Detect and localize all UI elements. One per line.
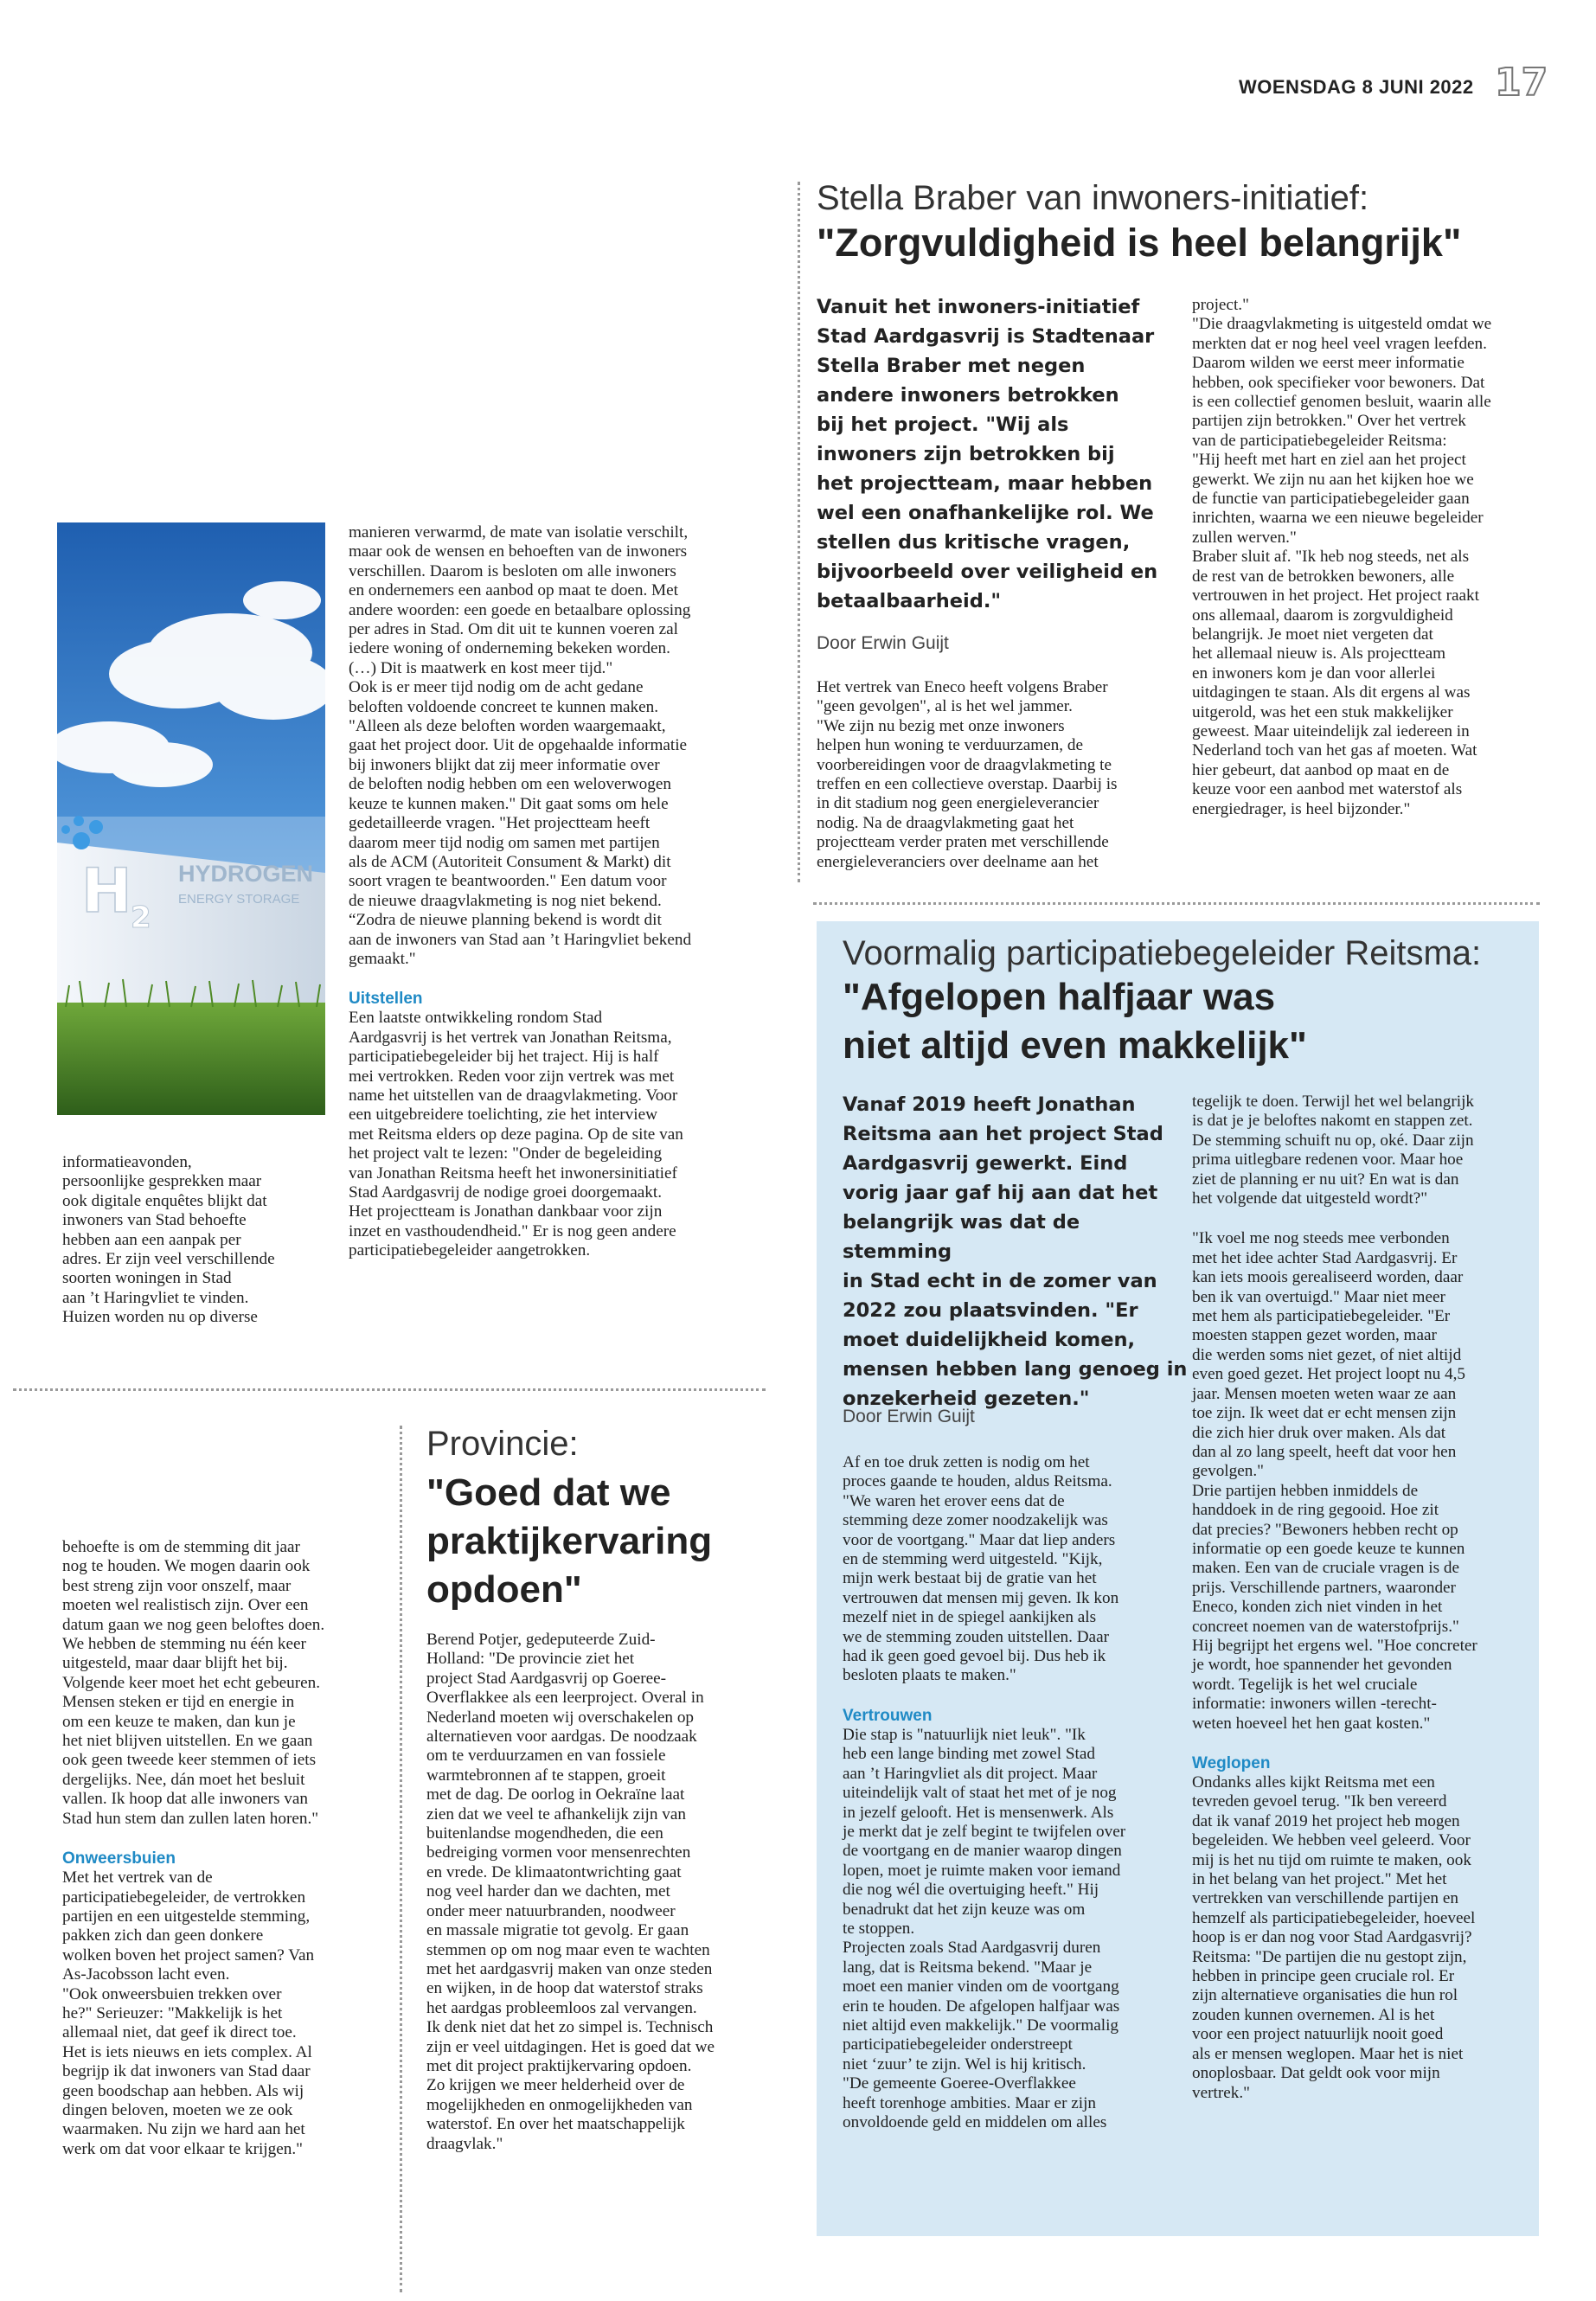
reitsma-byline: Door Erwin Guijt [843,1407,975,1426]
left-column-text-lower-2: Met het vertrek van de participatiebegeleider, de vertrokken partijen en een uitgestelde stemming, pakken zich dan geen donkere wolken boven het project samen? Van As-Jacobsson lacht even. "Ook onweersbuien trekken over he?" Serieuzer: "Makkelijk is het allemaal niet, dat geef ik direct toe. Het is iets nieuws en iets complex. Al begrijp ik dat inwoners van Stad daar geen boodschap aan hebben. Als wij dingen beloven, moeten we ze ook waarmaken. Nu zijn we hard aan het werk om dat voor elkaar te krijgen." [62,1868,315,2158]
subhead-onweersbuien: Onweersbuien [62,1849,176,1868]
reitsma-column-2-text-2: "Ik voel me nog steeds mee verbonden met het idee achter Stad Aardgasvrij. Er kan iets moois gerealiseerd worden, daar ben ik van overtuigd." Maar niet meer met hem als participatiebegeleider. "Er moesten stappen gezet worden, maar die werden soms niet gezet, of niet altijd even goed gezet. Het project loopt nu 4,5 jaar. Mensen moeten weten waar ze aan toe zijn. Ik weet dat er echt mensen zijn die zich hier druk over maken. Als dat dan al zo lang speelt, heeft dat voor hen gevolgen." Drie partijen hebben inmiddels de handdoek in de ring gegooid. Hoe zit dat precies? "Bewoners hebben recht op informatie op een goede keuze te kunnen maken. Een van de cruciale vragen is de prijs. Verschillende partners, waaronder Eneco, konden zich niet vinden in het concreet noemen van de waterstofprijs." Hij begrijpt het ergens wel. "Hoe concreter je wordt, hoe spannender het gevonden wordt. Tegelijk is het wel cruciale informatie: inwoners willen -terecht- weten hoeveel het hen gaat kosten." [1192,1229,1477,1733]
page-number: 17 [1495,61,1548,105]
energy-storage-label: ENERGY STORAGE [178,892,300,907]
reitsma-column-2-text-3: Ondanks alles kijkt Reitsma met een tevreden gevoel terug. "Ik ben vereerd dat ik vanaf 2019 het project heb mogen begeleiden. We hebben veel geleerd. Voor mij is het nu tijd om ruimte te maken, ook in het belang van het project." Met het vertrekken van verschillende partijen en hemzelf als participatiebegeleider, hoeveel hoop is er dan nog voor Stad Aardgasvrij? Reitsma: "De partijen die nu gestopt zijn, hebben in principe geen cruciale rol. Er zijn alternatieve organisaties die hun rol zouden kunnen overnemen. Al is het voor een project natuurlijk nooit goed als er mensen weglopen. Maar het is niet onoplosbaar. Dat geldt ook voor mijn vertrek." [1192,1773,1476,2102]
subhead-weglopen: Weglopen [1192,1754,1271,1772]
reitsma-column-2 [1192,1093,1555,2103]
middle-column-article [349,523,764,1261]
reitsma-headline: "Afgelopen halfjaar was niet altijd even makkelijk" [843,976,1307,1067]
middle-column-text-1: manieren verwarmd, de mate van isolatie verschilt, maar ook de wensen en behoeften van de inwoners verschillen. Daarom is besloten om alle inwoners en ondernemers een aanbod op maat te doen. Met andere woorden: een goede en betaalbare oplossing per adres in Stad. Om dit uit te kunnen voeren zal iedere woning of onderneming bekeken worden. (…) Dit is maatwerk en kost meer tijd." Ook is er meer tijd nodig om de acht gedane beloften voldoende concreet te kunnen maken. "Alleen als deze beloften worden waargemaakt, gaat het project door. Uit de opgehaalde informatie bij inwoners blijkt dat zij meer informatie over de beloften nodig hebben om een weloverwogen keuze te kunnen maken." Dit gaat soms om hele gedetailleerde vragen. "Het projectteam heeft daarom meer tijd nodig om samen met partijen als de ACM (Autoriteit Consument & Markt) dit soort vragen te beantwoorden." Een datum voor de nieuwe draagvlakmeting is nog niet bekend. “Zodra de nieuwe planning bekend is wordt dit aan de inwoners van Stad aan ’t Haringvliet bekend gemaakt." [349,523,692,968]
page-date: WOENSDAG 8 JUNI 2022 [1239,76,1474,98]
divider-vertical-right [798,182,800,882]
reitsma-intro: Vanaf 2019 heeft Jonathan Reitsma aan het project Stad Aardgasvrij gewerkt. Eind vorig jaar gaf hij aan dat het belangrijk was dat de stemming in Stad echt in de zomer van 2022 zou plaatsvinden. "Er moet duidelijkheid komen, mensen hebben lang genoeg in onzekerheid gezeten." [843,1093,1188,1410]
middle-column-text-2: Een laatste ontwikkeling rondom Stad Aardgasvrij is het vertrek van Jonathan Reitsma, participatiebegeleider bij het traject. Hij is half mei vertrokken. Reden voor zijn vertrek was met name het uitstellen van de draagvlakmeting. Voor een uitgebreidere toelichting, zie het interview met Reitsma elders op deze pagina. Op de site van het project valt te lezen: "Onder de begeleiding van Jonathan Reitsma heeft het inwonersinitiatief Stad Aardgasvrij de nodige groei doorgemaakt. Het projectteam is Jonathan dankbaar voor zijn inzet en vasthoudendheid." Er is nog geen andere participatiebegeleider aangetrokken. [349,1009,683,1260]
h2-subscript: 2 [131,901,151,935]
reitsma-kicker: Voormalig participatiebegeleider Reitsma: [843,934,1482,972]
hydrogen-photo [57,522,325,1115]
left-column-text-lower-1: behoefte is om de stemming dit jaar nog te houden. We mogen daarin ook best streng zijn voor onszelf, maar moeten wel realistisch zijn. Over een datum gaan we nog geen beloftes doen. We hebben de stemming nu één keer uitgesteld, maar daar blijft het bij. Volgende keer moet het echt gebeuren. Mensen steken er tijd en energie in om een keuze te maken, dan kun je het niet blijven uitstellen. En we gaan ook geen tweede keer stemmen of iets dergelijks. Nee, dán moet het besluit vallen. Ik hoop dat alle inwoners van Stad hun stem dan zullen laten horen." [62,1538,325,1828]
provincie-kicker: Provincie: [426,1425,579,1463]
reitsma-column-1 [843,1453,1206,2132]
reitsma-column-2-text-1: tegelijk te doen. Terwijl het wel belangrijk is dat je je beloftes nakomt en stappen zet. De stemming schuift nu op, oké. Daar zijn prima uitlegbare redenen voor. Maar hoe ziet de planning er nu uit? En wat is dan het volgende dat uitgesteld wordt?" [1192,1093,1474,1208]
left-column-article-lower [62,1538,391,2159]
stella-intro: Vanuit het inwoners-initiatief Stad Aardgasvrij is Stadtenaar Stella Braber met negen andere inwoners betrokken bij het project. "Wij als inwoners zijn betrokken bij het projectteam, maar hebben wel een onafhankelijke rol. We stellen dus kritische vragen, bijvoorbeeld over veiligheid en betaalbaarheid." [817,296,1158,612]
h2-symbol: H [81,856,132,926]
reitsma-column-1-text-2: Die stap is "natuurlijk niet leuk". "Ik heb een lange binding met zowel Stad aan ’t Haringvliet als dit project. Maar uiteindelijk valt of staat het met of je nog in jezelf gelooft. Het is mensenwerk. Als je merkt dat je zelf begint te twijfelen over de voortgang en de manier waarop dingen lopen, moet je ruimte maken voor iemand die nog wél die overtuiging heeft." Hij benadrukt dat het zijn keuze was om te stoppen. Projecten zoals Stad Aardgasvrij duren lang, dat is Reitsma bekend. "Maar je moet een manier vinden om de voortgang erin te houden. De afgelopen halfjaar was niet altijd even makkelijk." De voormalig participatiebegeleider onderstreept niet ‘zuur’ te zijn. Wel is hij kritisch. "De gemeente Goeree-Overflakkee heeft torenhoge ambities. Maar er zijn onvoldoende geld en middelen om alles [843,1725,1126,2131]
stella-kicker: Stella Braber van inwoners-initiatief: [817,179,1369,217]
subhead-vertrouwen: Vertrouwen [843,1706,933,1725]
left-column-text-upper: informatieavonden, persoonlijke gesprekken maar ook digitale enquêtes blijkt dat inwoners van Stad behoefte hebben aan een aanpak per adres. Er zijn veel verschillende soorten woningen in Stad aan ’t Haringvliet te vinden. Huizen worden nu op diverse [62,1153,275,1327]
reitsma-column-1-text-1: Af en toe druk zetten is nodig om het proces gaande te houden, aldus Reitsma. "We waren het erover eens dat de stemming deze zomer noodzakelijk was voor de voortgang." Maar dat liep anders en de stemming werd uitgesteld. "Kijk, mijn werk bestaat bij de gratie van het vertrouwen dat mensen mij geven. Ik kon mezelf niet in de spiegel aankijken als we de stemming zouden uitstellen. Daar had ik geen goed gevoel bij. Dus heb ik besloten plaats te maken." [843,1453,1119,1685]
hydrogen-label: HYDROGEN [178,861,314,887]
stella-byline: Door Erwin Guijt [817,633,949,653]
hydrogen-storage-illustration [57,522,325,1115]
stella-column-1: Het vertrek van Eneco heeft volgens Braber "geen gevolgen", al is het wel jammer. "We zijn nu bezig met onze inwoners helpen hun woning te verduurzamen, de voorbereidingen voor de draagvlakmeting te treffen en een collectieve overstap. Daarbij is in dit stadium nog geen energieleverancier nodig. Na de draagvlakmeting gaat het projectteam verder praten met verschillende energieleveranciers over deelname aan het [817,678,1118,871]
reitsma-article-box [817,921,1539,2236]
provincie-headline: "Goed dat we praktijkervaring opdoen" [426,1471,713,1611]
divider-left-horizontal [13,1388,766,1391]
divider-vertical-provincie [400,1426,402,2292]
subhead-uitstellen: Uitstellen [349,990,423,1009]
stella-column-2: project." "Die draagvlakmeting is uitgesteld omdat we merkten dat er nog heel veel vragen leefden. Daarom wilden we eerst meer informatie hebben, ook specifieker voor bewoners. Dat is een collectief genomen besluit, waarin alle partijen zijn betrokken." Over het vertrek van de participatiebegeleider Reitsma: "Hij heeft met hart en ziel aan het project gewerkt. We zijn nu aan het kijken hoe we de functie van participatiebegeleider gaan inrichten, waarna we een nieuwe begeleider zullen werven." Braber sluit af. "Ik heb nog steeds, net als de rest van de betrokken bewoners, alle vertrouwen in het project. Het project raakt ons allemaal, daarom is zorgvuldigheid belangrijk. Je moet niet vergeten dat het allemaal nieuw is. Als projectteam en inwoners kom je dan voor allerlei uitdagingen te staan. Als dit ergens al was uitgerold, was het een stuk makkelijker geweest. Maar uiteindelijk zal iedereen in Nederland toch van het gas af moeten. Wat hier gebeurt, dat aanbod op maat en de keuze voor een aanbod met waterstof als energiedrager, is heel bijzonder." [1192,296,1492,818]
stella-headline: "Zorgvuldigheid is heel belangrijk" [817,221,1462,265]
divider-right-horizontal [813,902,1540,905]
provincie-body: Berend Potjer, gedeputeerde Zuid- Holland: "De provincie ziet het project Stad Aardgasvrij op Goeree- Overflakkee als een leerproject. Overal in Nederland moeten wij overschakelen op alternatieven voor aardgas. De noodzaak om te verduurzamen en van fossiele warmtebronnen af te stappen, groeit met de dag. De oorlog in Oekraïne laat zien dat we veel te afhankelijk zijn van buitenlandse mogendheden, die een bedreiging vormen voor mensenrechten en vrede. De klimaatontwrichting gaat nog veel harder dan we dachten, met onder meer natuurbranden, noodweer en massale migratie tot gevolg. Er gaan stemmen op om nog maar even te wachten met het aardgasvrij maken van onze steden en wijken, in de hoop dat waterstof straks het aardgas probleemloos zal vervangen. Ik denk niet dat het zo simpel is. Technisch zijn er veel uitdagingen. Het is goed dat we met dit project praktijkervaring opdoen. Zo krijgen we meer helderheid over de mogelijkheden en onmogelijkheden van waterstof. En over het maatschappelijk draagvlak." [426,1631,715,2153]
